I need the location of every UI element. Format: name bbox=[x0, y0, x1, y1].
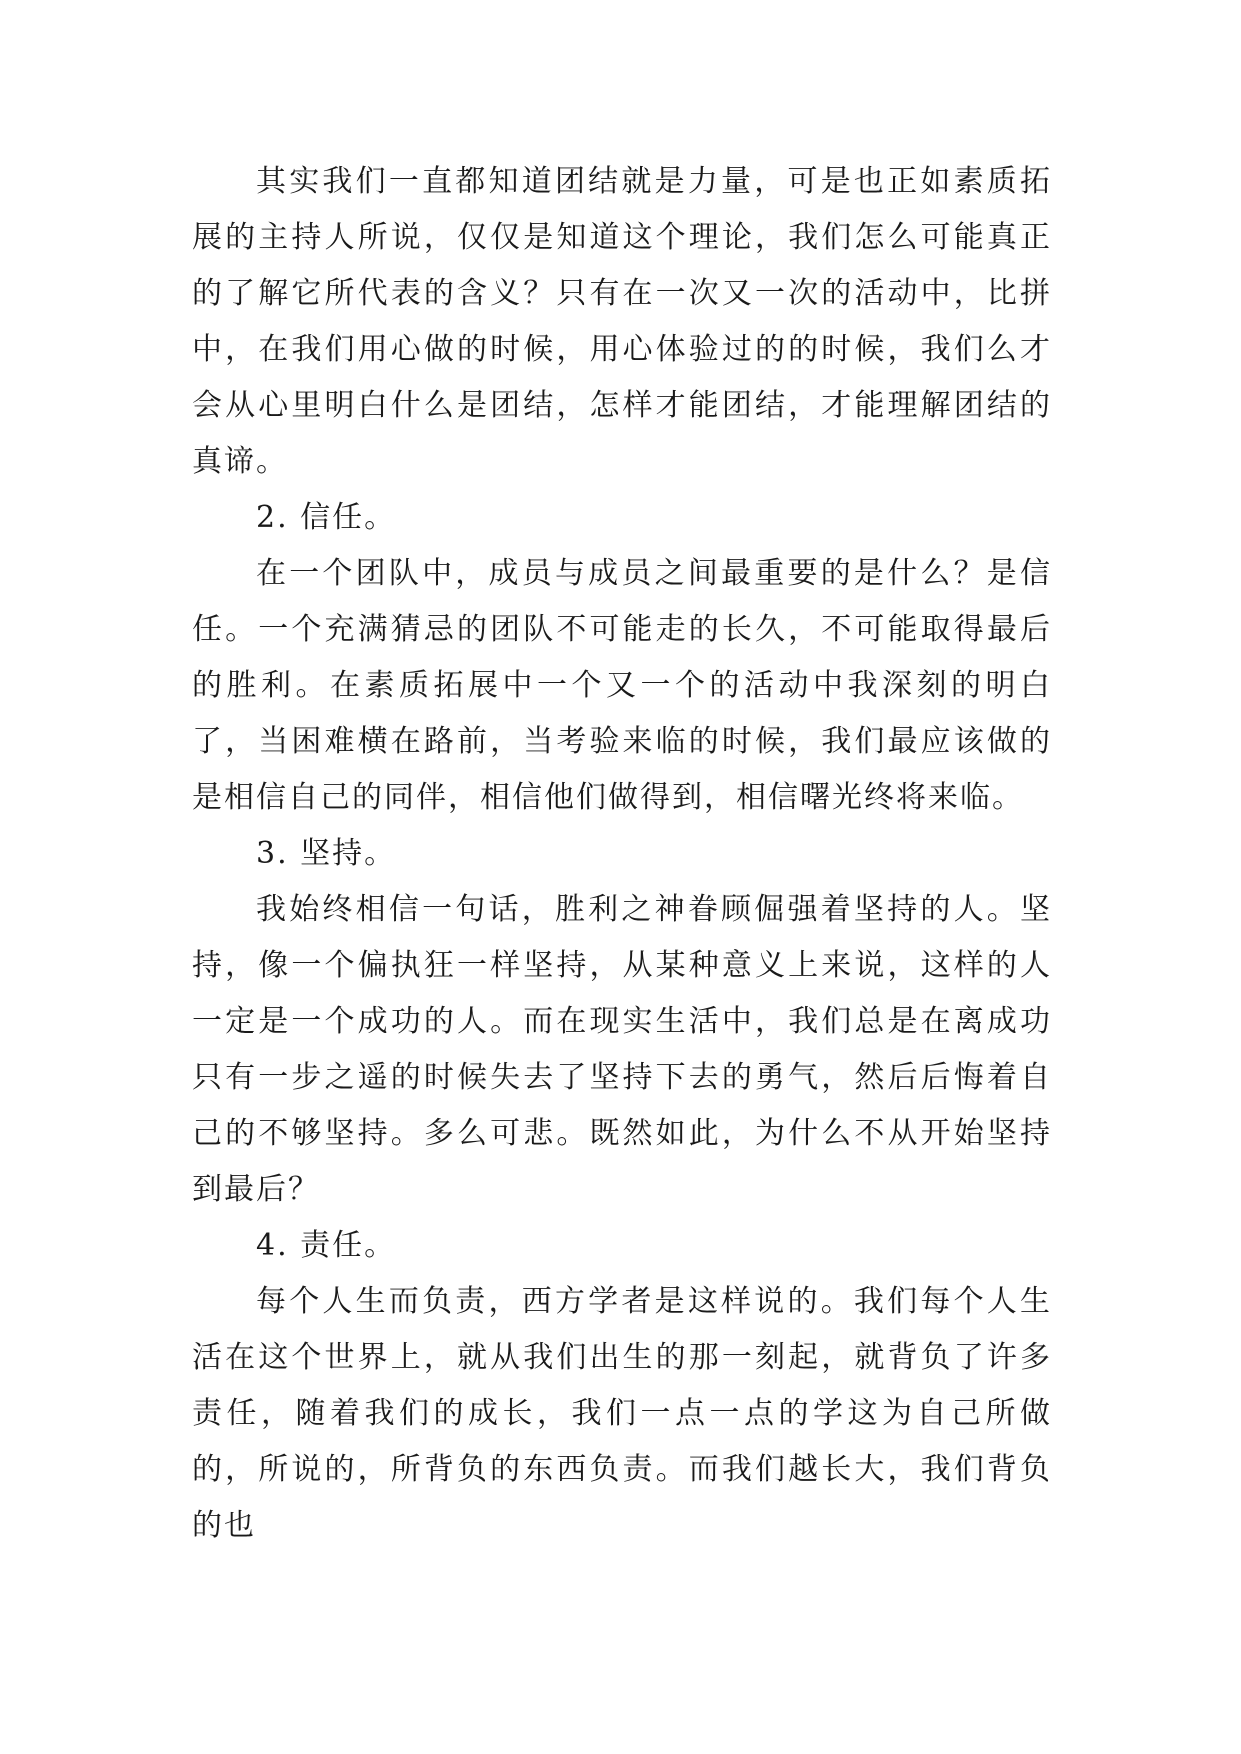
paragraph-persistence: 我始终相信一句话，胜利之神眷顾倔强着坚持的人。坚持，像一个偏执狂一样坚持，从某种意义上来说，这样的人一定是一个成功的人。而在现实生活中，我们总是在离成功只有一步之遥的时候失去了坚持下去的勇气，然后后悔着自己的不够坚持。多么可悲。既然如此，为什么不从开始坚持到最后？ bbox=[192, 892, 1052, 1207]
section-heading-responsibility: 4. 责任。 bbox=[256, 1228, 397, 1263]
paragraph-trust: 在一个团队中，成员与成员之间最重要的是什么？是信任。一个充满猜忌的团队不可能走的长久，不可能取得最后的胜利。在素质拓展中一个又一个的活动中我深刻的明白了，当困难横在路前，当考验来临的时候，我们最应该做的是相信自己的同伴，相信他们做得到，相信曙光终将来临。 bbox=[192, 556, 1052, 815]
section-heading-trust: 2. 信任。 bbox=[256, 500, 397, 535]
paragraph-unity: 其实我们一直都知道团结就是力量，可是也正如素质拓展的主持人所说，仅仅是知道这个理论，我们怎么可能真正的了解它所代表的含义？只有在一次又一次的活动中，比拼中，在我们用心做的时候，用心体验过的的时候，我们么才会从心里明白什么是团结，怎样才能团结，才能理解团结的真谛。 bbox=[192, 164, 1052, 479]
paragraph-responsibility: 每个人生而负责，西方学者是这样说的。我们每个人生活在这个世界上，就从我们出生的那一刻起，就背负了许多责任，随着我们的成长，我们一点一点的学这为自己所做的，所说的，所背负的东西负责。而我们越长大，我们背负的也 bbox=[192, 1284, 1052, 1543]
section-heading-persistence: 3. 坚持。 bbox=[256, 836, 397, 871]
document-body bbox=[192, 154, 1052, 1554]
